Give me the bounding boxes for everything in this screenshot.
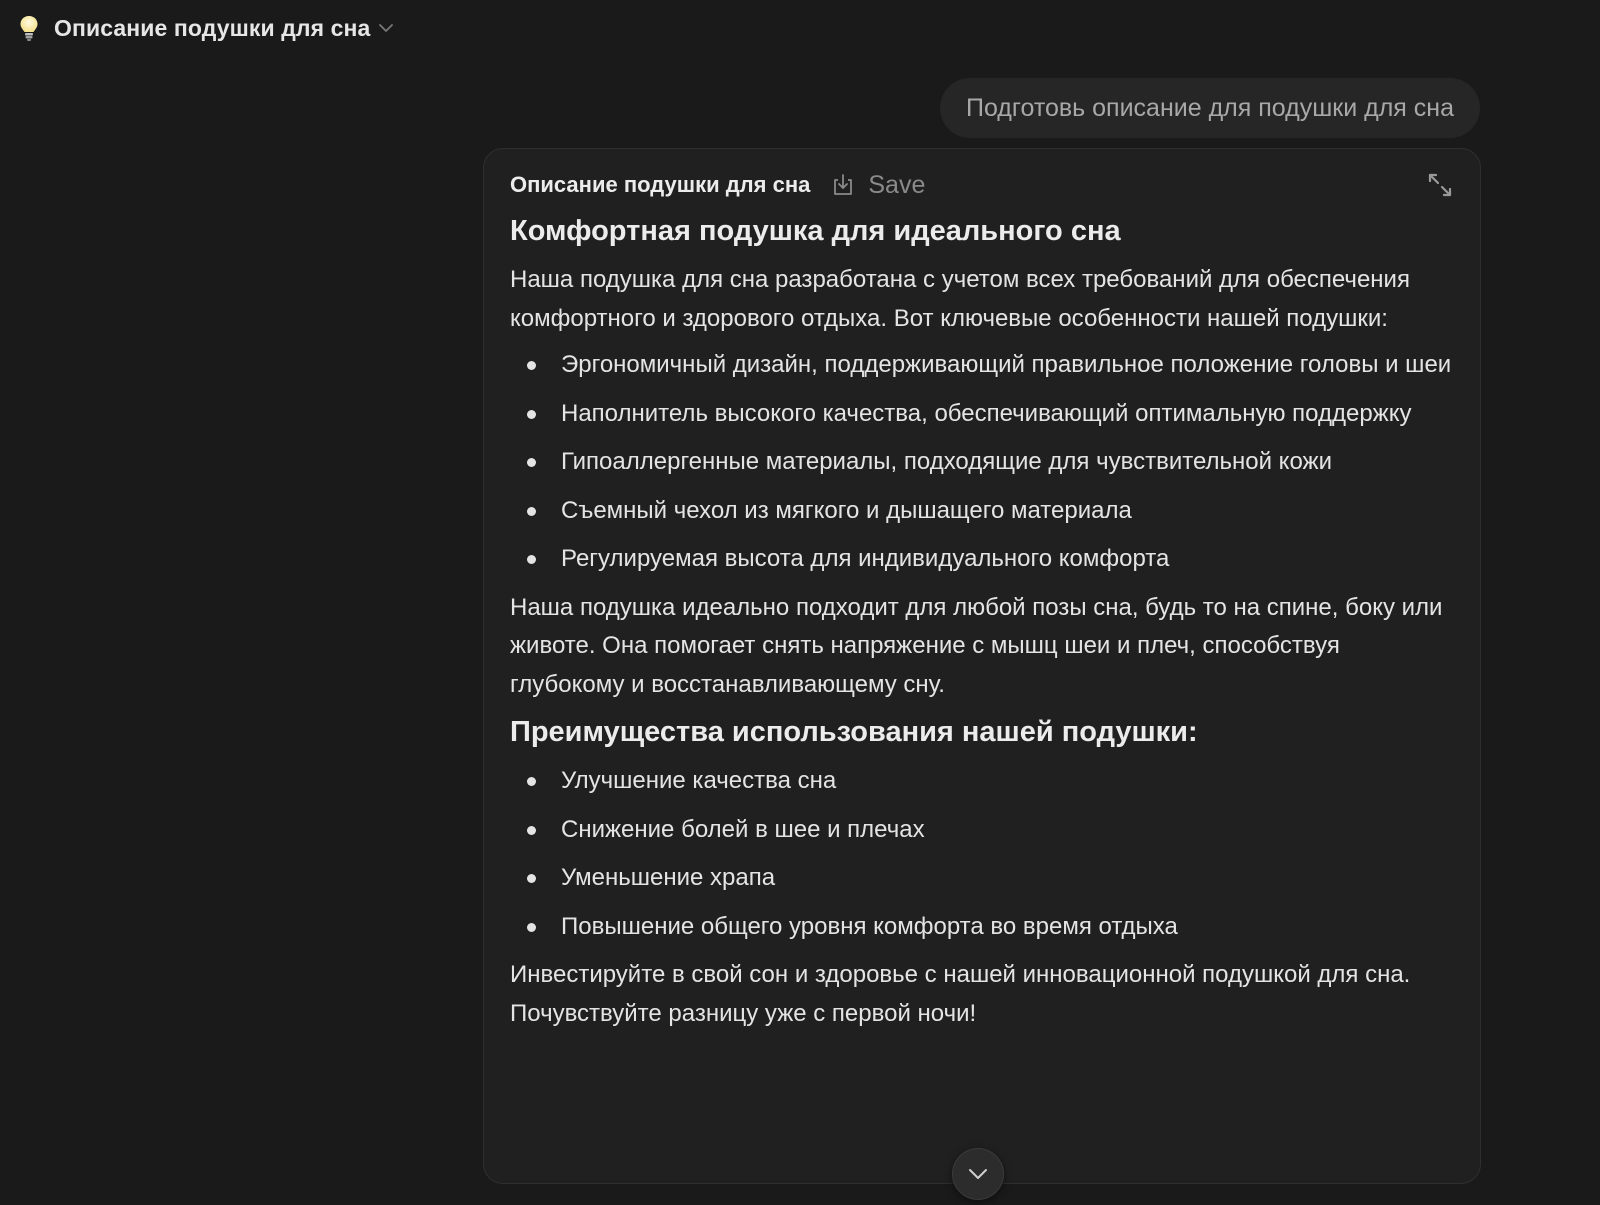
closing-paragraph: Инвестируйте в свой сон и здоровье с нашей инновационной подушкой для сна. Почувствуйте разницу уже с первой ночи! <box>510 961 1411 1027</box>
scroll-to-bottom-button[interactable] <box>952 1148 1004 1200</box>
lightbulb-icon <box>18 14 40 42</box>
save-download-icon <box>832 173 854 197</box>
list-item: Повышение общего уровня комфорта во время отдыха <box>510 908 1460 947</box>
benefits-heading: Преимущества использования нашей подушки: <box>510 716 1198 748</box>
list-item: Снижение болей в шее и плечах <box>510 811 1460 850</box>
document-content <box>510 211 1460 1041</box>
conversation-header <box>0 0 394 56</box>
features-list <box>510 346 1460 579</box>
expand-button[interactable] <box>1424 169 1456 201</box>
document-heading: Комфортная подушка для идеального сна <box>510 215 1121 247</box>
list-item: Эргономичный дизайн, поддерживающий правильное положение головы и шеи <box>510 346 1460 385</box>
chevron-down-icon <box>967 1167 989 1181</box>
user-message-text: Подготовь описание для подушки для сна <box>965 93 1454 122</box>
expand-arrows-icon <box>1427 172 1453 198</box>
benefits-list <box>510 762 1460 946</box>
list-item: Съемный чехол из мягкого и дышащего материала <box>510 492 1460 531</box>
list-item: Наполнитель высокого качества, обеспечивающий оптимальную поддержку <box>510 395 1460 434</box>
document-header <box>510 165 1460 205</box>
document-artifact-card <box>483 148 1481 1184</box>
list-item: Улучшение качества сна <box>510 762 1460 801</box>
intro-paragraph: Наша подушка для сна разработана с учетом всех требований для обеспечения комфортного и здорового отдыха. Вот ключевые особенности нашей подушки: <box>510 266 1410 332</box>
chevron-down-icon[interactable] <box>378 23 394 33</box>
save-button[interactable] <box>832 171 925 200</box>
middle-paragraph: Наша подушка идеально подходит для любой позы сна, будь то на спине, боку или животе. Она помогает снять напряжение с мышц шеи и плеч, способствуя глубокому и восстанавливающему сну. <box>510 593 1443 698</box>
document-name: Описание подушки для сна <box>510 172 811 197</box>
user-message-bubble <box>940 78 1480 138</box>
list-item: Гипоаллергенные материалы, подходящие для чувствительной кожи <box>510 443 1460 482</box>
conversation-title[interactable]: Описание подушки для сна <box>54 14 371 41</box>
save-label: Save <box>868 170 926 199</box>
list-item: Регулируемая высота для индивидуального комфорта <box>510 540 1460 579</box>
list-item: Уменьшение храпа <box>510 859 1460 898</box>
